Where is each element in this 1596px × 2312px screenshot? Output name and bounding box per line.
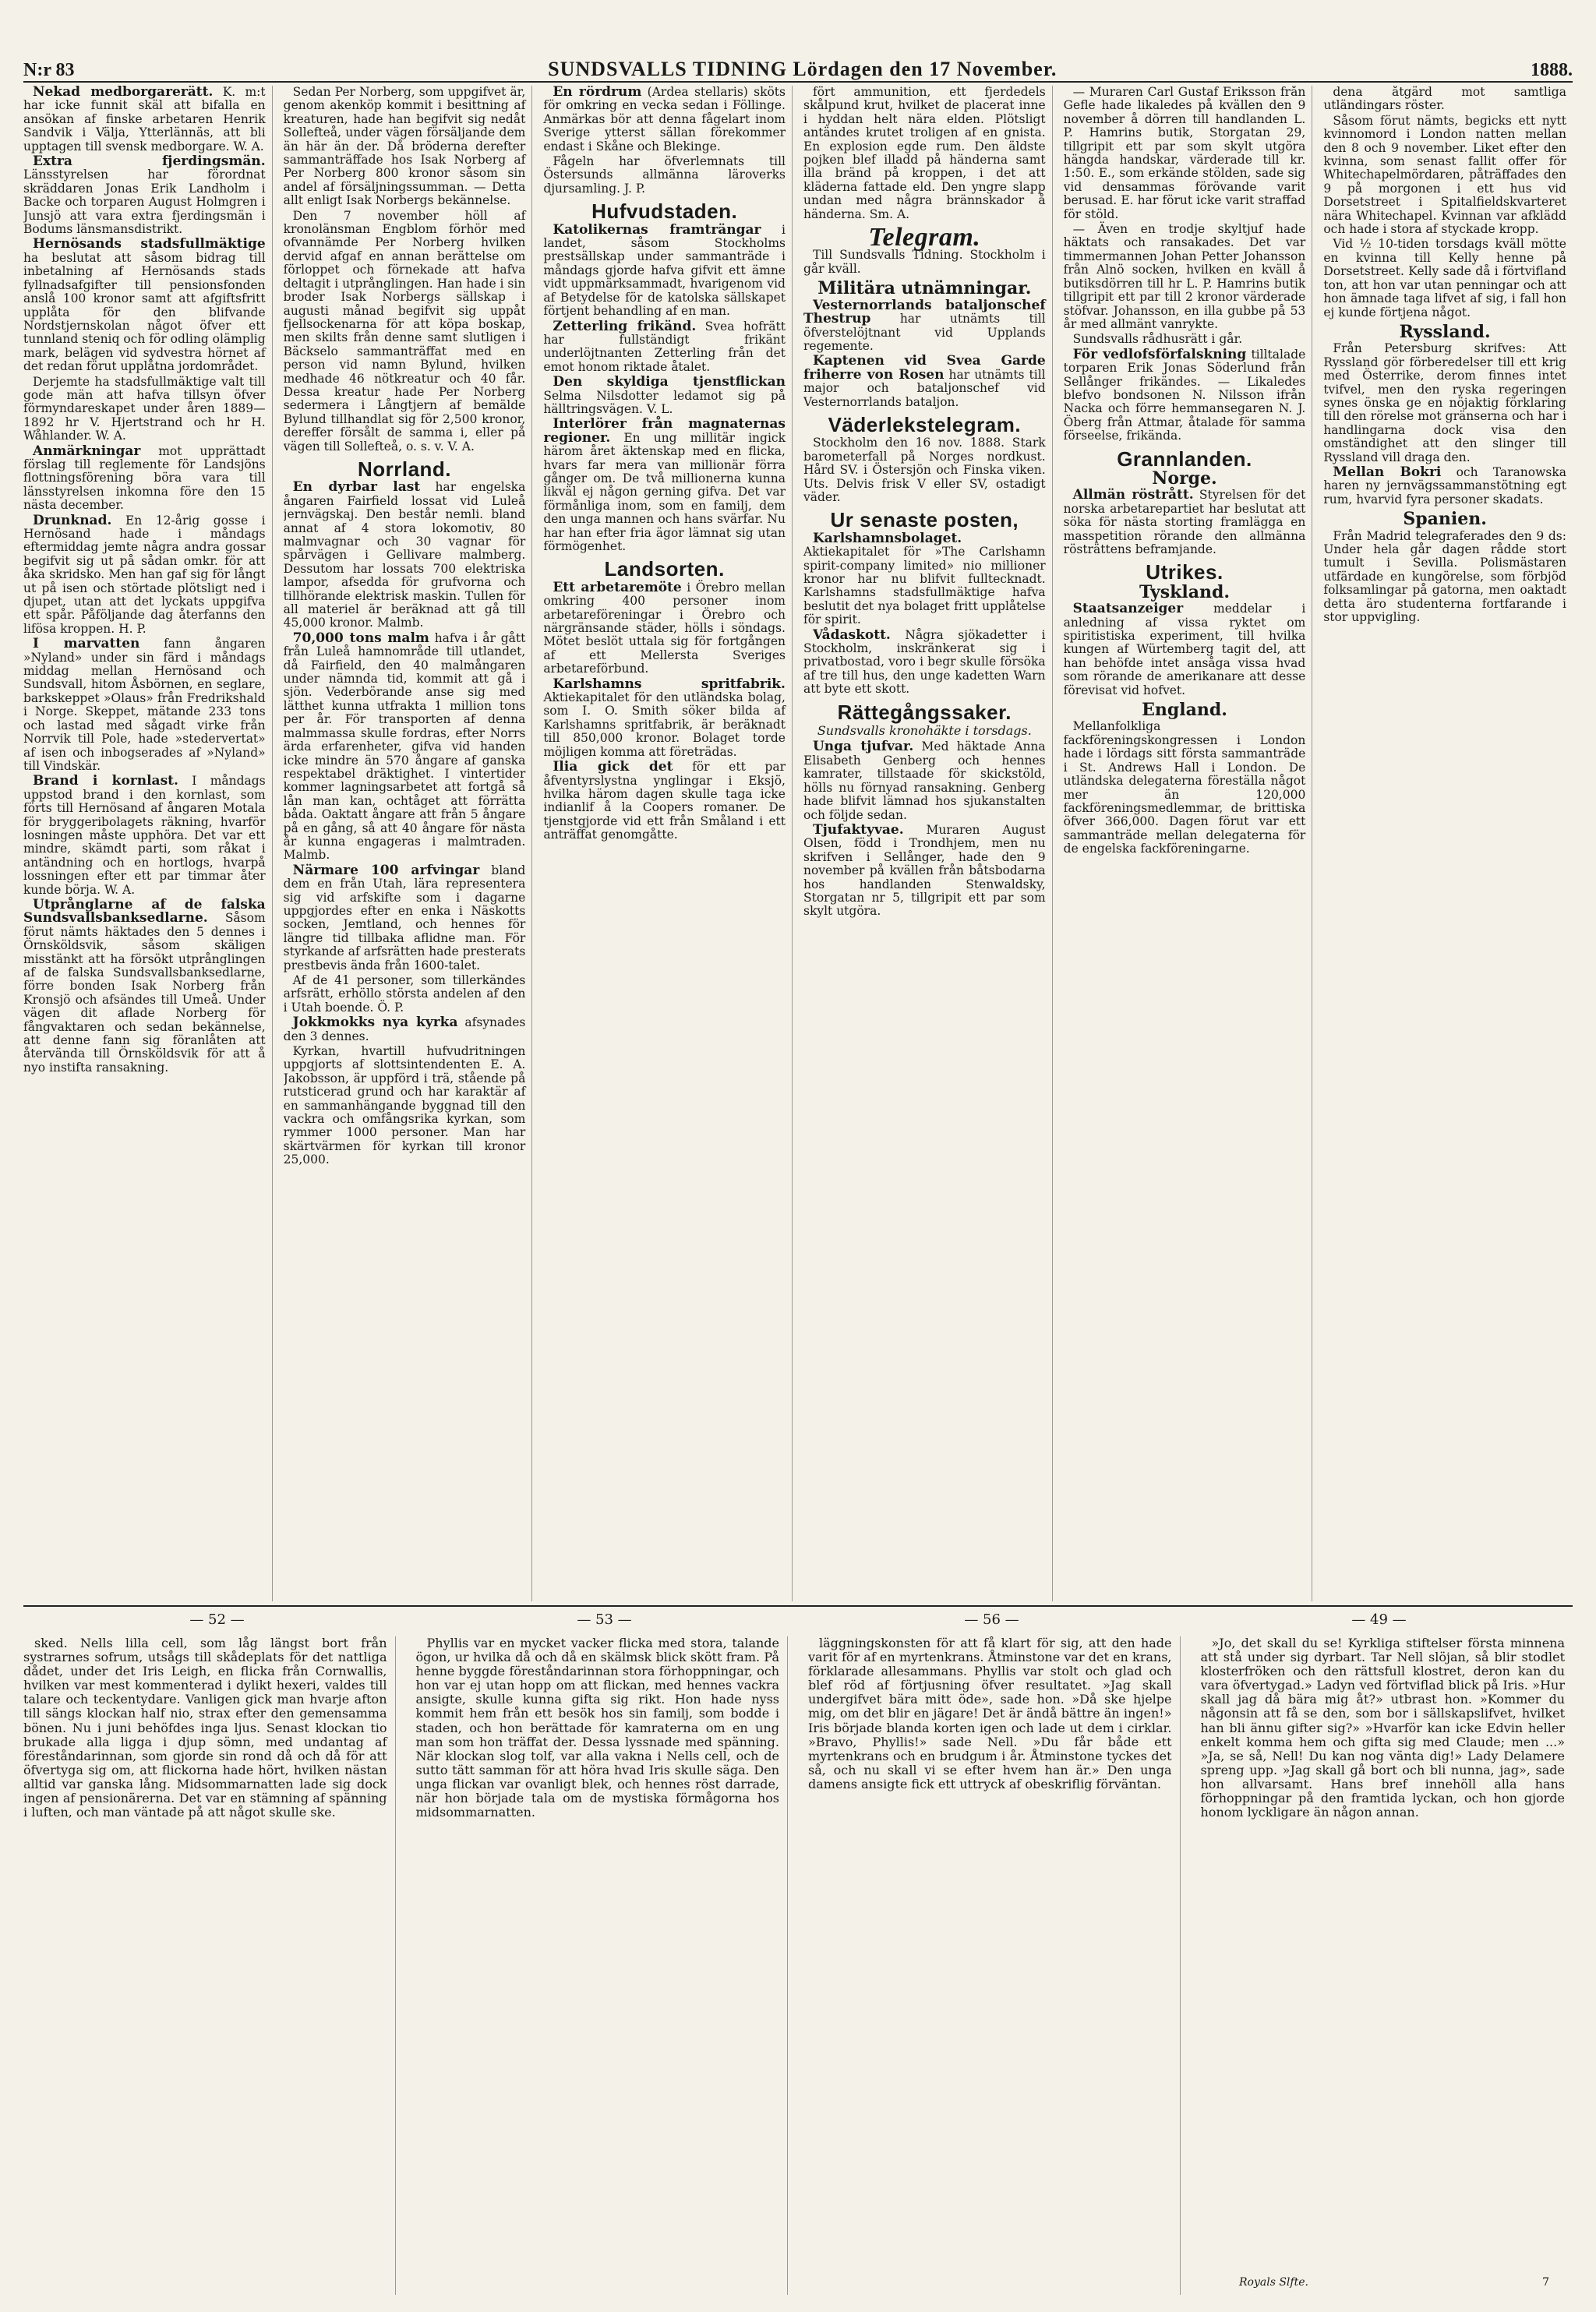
feuilleton-page-number: — 53 — bbox=[577, 1611, 632, 1628]
dateline: Sundsvalls kronohäkte i torsdags. bbox=[817, 723, 1032, 739]
article-text: har utnämts till major och bataljonschef vid Vesternorrlands bataljon. bbox=[803, 367, 1046, 409]
masthead bbox=[23, 55, 1573, 83]
article-text: Selma Nilsdotter ledamot sig på hälltringsvägen. V. L. bbox=[543, 388, 786, 416]
section-heading: Landsorten. bbox=[604, 557, 725, 581]
article-text: Sedan Per Norberg, som uppgifvet är, genom akenköp kommit i besittning af kreaturen, hade han begifvit sig nedåt Sollefteå, under vägen försäljande dem än här än der. Då bröderna derefter sammanträffade hos Isak Norberg af Per Norberg 800 kronor såsom sin andel af försäljningssumman. — Detta allt enligt Isak Norbergs bekännelse. bbox=[283, 86, 526, 208]
article-headline: Zetterling frikänd. bbox=[553, 318, 697, 334]
article-text: Vid ½ 10-tiden torsdags kväll mötte en kvinna till Kelly henne på Dorsetstreet. Kelly sade då i förtvifland ton, att hon var utan penningar och att hon ämnade taga lifvet af sig, i fall hon ej kunde förtjena något. bbox=[1323, 237, 1566, 319]
article-text: Såsom förut nämts häktades den 5 dennes i Örnsköldsvik, såsom skäligen misstänkt att ha försökt utprånglingen af de falska Sundsvallsbanksedlarne, förre bonden Isak Norberg från Kronsjö och afsändes till Umeå. Under vägen dit aflade Norberg för fångvaktaren och sedan bekännelse, att denne fann sig föranlåten att återvända till Örnsköldsvik för att å nyo instifta ransakning. bbox=[23, 911, 266, 1075]
article-headline: 70,000 tons malm bbox=[292, 630, 429, 646]
article-paragraph bbox=[23, 155, 266, 236]
news-columns bbox=[23, 86, 1573, 1601]
article-paragraph bbox=[543, 320, 786, 375]
article-text: Aktiekapitalet för »The Carlshamn spirit-company limited» nio millioner kronor har nu blifvit fulltecknadt. Karlshamns stadsfullmäktige hafva beslutit det nya bolaget fritt upplåtelse för spirit. bbox=[803, 545, 1046, 627]
article-headline: Allmän röstrått. bbox=[1072, 487, 1194, 503]
section-heading: Ur senaste posten, bbox=[830, 508, 1019, 532]
article-text: Den 7 november höll af kronolänsman Engblom förhör med ofvannämde Per Norberg hvilken dervid afgaf en annan berättelse om förloppet och förnekade att hafva deltagit i utprånglingen. Han hade i sin broder Isak Norbergs sällskap i augusti månad begifvit sig uppåt fjellsockenarna för att köpa boskap, men skilts från denne samt slutligen i Bäckselo sammanträffat med en person vid namn Bylund, hvilken medhade 46 nötkreatur och 40 får. Dessa kreatur hade Per Norberg sedermera i Långtjern af bemälde Bylund tillhandlat sig för 2,500 kronor, dereffer försålt de samma i, eller på vägen till Sollefteå, o. s. v. V. A. bbox=[283, 208, 526, 454]
subsection-heading: England. bbox=[1142, 700, 1227, 721]
article-headline: Utprånglarne af de falska Sundsvallsbanksedlarne. bbox=[23, 896, 266, 927]
article-headline: Vådaskott. bbox=[812, 627, 891, 643]
article-headline: Mellan Bokri bbox=[1333, 464, 1442, 480]
article-paragraph bbox=[1064, 720, 1306, 856]
article-headline: Tjufaktyvae. bbox=[812, 821, 904, 838]
article-headline: Den skyldiga tjenstflickan bbox=[553, 374, 786, 390]
issue-number: N:r 83 bbox=[23, 60, 75, 80]
article-headline: Nekad medborgarerätt. bbox=[33, 86, 214, 100]
article-paragraph bbox=[284, 86, 526, 208]
article-text: En 12-årig gosse i Hernösand hade i måndags eftermiddag jemte några andra gossar begifvit sig ut på sådan omkr. för att åka skridsko. Men han gaf sig för långt ut på isen och störtade plötsligt ned i djupet, utan att det lyckats uppgifva ett spår. Påföljande dag återfanns den lifösa kroppen. H. P. bbox=[23, 513, 266, 636]
article-text: K. m:t har icke funnit skäl att bifalla en ansökan af finske arbetaren Henrik Sandvik i Välja, Ytterlännäs, att bli upptagen till svensk medborgare. W. A. bbox=[23, 86, 266, 154]
article-paragraph bbox=[23, 514, 266, 637]
article-text: En ung millitär ingick härom året äktenskap med en flicka, hvars far mera van millionär förra gånger om. De två millionerna kunna likväl ej någon gerning gifva. Det var förmånliga inom, som en familj, dem den unga mannen och hans svärfar. Nu har han efter fria ägor lämnat sig utan förmögenhet. bbox=[543, 430, 786, 553]
feuilleton-column bbox=[416, 1636, 789, 2295]
article-text: Sundsvalls rådhusrätt i går. bbox=[1072, 332, 1243, 347]
section-heading: Hufvudstaden. bbox=[591, 199, 738, 224]
article-text: tilltalade torparen Erik Jonas Söderlund från Sellånger frikändes. — Likaledes blefvo bondsonen N. Nilsson ifrån Nacka och förre hemmansegaren N. J. Öberg från Attmar, åtalade för samma förseelse, frikända. bbox=[1063, 347, 1306, 443]
article-headline: Interlörer från magnaternas regioner. bbox=[543, 416, 786, 446]
article-headline: Kaptenen vid Svea Garde friherre von Rosen bbox=[803, 353, 1046, 383]
article-headline: Extra fjerdingsmän. bbox=[33, 154, 266, 170]
article-paragraph bbox=[284, 1016, 526, 1043]
article-paragraph bbox=[284, 864, 526, 972]
news-column bbox=[543, 86, 793, 1601]
article-paragraph bbox=[803, 740, 1046, 821]
article-headline: För vedlofsförfalskning bbox=[1072, 346, 1247, 362]
article-headline: Vesternorrlands bataljonschef Thestrup bbox=[803, 297, 1046, 327]
article-paragraph bbox=[543, 761, 786, 842]
feuilleton-page-number: — 52 — bbox=[189, 1611, 245, 1628]
article-text: har engelska ångaren Fairfield lossat vid Luleå jernvägskaj. Den består nemli. bland annat af 4 stora lokomotiv, 80 malmvagnar och 30 vagnar för spårvägen i Gellivare malmberg. Dessutom har lossats 700 elektriska lampor, afsedda för grufvorna och tillhörande elektrisk maskin. Tullen för all materiel är beräknad att gå till 45,000 kronor. Malmb. bbox=[283, 480, 526, 630]
article-paragraph bbox=[543, 678, 786, 759]
year: 1888. bbox=[1530, 60, 1573, 80]
article-paragraph bbox=[803, 299, 1046, 354]
feuilleton-divider bbox=[23, 1605, 1573, 1607]
article-text: Länsstyrelsen har förordnat skräddaren Jonas Erik Landholm i Backe och torparen August Holmgren i Junsjö att vara extra fjerdingsmän i Bodums länsmansdistrikt. bbox=[23, 168, 266, 237]
article-text: Stockholm den 16 nov. 1888. Stark barometerfall på Norges nordkust. Hård SV. i Östersjön och Finska viken. Uts. Delvis frisk V eller SV, ostadigt väder. bbox=[803, 436, 1046, 504]
news-column bbox=[1323, 86, 1573, 1601]
article-headline: Hernösands stadsfullmäktige bbox=[33, 236, 266, 252]
article-headline: Ilia gick det bbox=[553, 759, 673, 775]
article-paragraph bbox=[543, 155, 786, 196]
article-headline: Karlshamns spritfabrik. bbox=[553, 676, 786, 692]
article-headline: Närmare 100 arfvingar bbox=[292, 862, 480, 878]
article-paragraph bbox=[803, 436, 1046, 504]
article-paragraph bbox=[1064, 602, 1306, 697]
subsection-heading: Spanien. bbox=[1403, 509, 1487, 530]
article-paragraph bbox=[284, 632, 526, 863]
article-text: i landet, såsom Stockholms prestsällskap under sammanträde i måndags gjorde hafva gifvit ett ämne vidt uppmärksammadt, hvarigenom vid af Betydelse för de katolska sällskapet förtjent behandling af en man. bbox=[543, 222, 786, 319]
article-text: Af de 41 personer, som tillerkändes arfsrätt, erhöllo största andelen af den i Utah boende. Ö. P. bbox=[283, 973, 526, 1015]
article-paragraph bbox=[284, 974, 526, 1015]
article-text: hafva i år gått från Luleå hamnområde till utlandet, då Fairfield, den 40 malmångaren under nämnda tid, kommit att gå i sjön. Vederbörande anse sig med lätthet kunna utfrakta 1 million tons per år. För transporten af denna malmmassa skulle fordras, efter Norrs ärda erfarenheter, gifva vid handen icke mindre än 570 ångare af ganska respektabel dräktighet. I vintertider kommer lagningsarbetet att fortgå så lån man kan, ochtåget att förrätta båda. Oaktatt ångare att från 5 ångare på en gång, så att 40 ångare för nästa år kunna engageras i malmtraden. Malmb. bbox=[283, 630, 526, 863]
article-paragraph bbox=[1323, 342, 1566, 464]
article-paragraph bbox=[23, 445, 266, 513]
article-text: Till Sundsvalls Tidning. Stockholm i går kväll. bbox=[803, 248, 1046, 276]
article-paragraph bbox=[543, 418, 786, 553]
section-heading: Rättegångssaker. bbox=[837, 700, 1012, 724]
article-headline: En dyrbar last bbox=[292, 479, 421, 496]
article-text: i Örebro mellan omkring 400 personer inom arbetareföreningar i Örebro och närgränsande städer, hölls i söndags. Mötet beslöt uttala sig för fortgången af ett Mellersta Sveriges arbetareförbund. bbox=[543, 580, 786, 676]
article-paragraph bbox=[284, 1045, 526, 1167]
article-headline: Ett arbetaremöte bbox=[553, 579, 682, 595]
news-column bbox=[1064, 86, 1313, 1601]
article-paragraph bbox=[23, 898, 266, 1075]
article-headline: Brand i kornlast. bbox=[33, 773, 178, 789]
article-paragraph bbox=[1323, 86, 1566, 113]
article-headline: Unga tjufvar. bbox=[812, 739, 914, 755]
article-paragraph bbox=[803, 629, 1046, 697]
article-paragraph bbox=[284, 210, 526, 454]
feuilleton-text: läggningskonsten för att få klart för sig, att den hade varit för af en myrtenkrans. Åtminstone var det en krans, förklarade allesammans. Phyllis var stolt och glad och blef röd af förtjusning öfver resultatet. »Jag skall undergifvet bära mitt öde», sade hon. »Då ske hjelpe mig, om det blir en jägare! Det är ändå bättre än ingen!» Iris började blanda korten igen och lade ut dem i cirklar. »Bravo, Phyllis!» sade Nell. »Du får både ett myrtenkrans och en brudgum i år. Åtminstone tyckes det så, och nu skall vi se efter hvem han är.» Den unga damens ansigte fick ett uttryck af obeskriflig förväntan. bbox=[808, 1636, 1172, 1791]
article-paragraph bbox=[543, 221, 786, 319]
newspaper-title: SUNDSVALLS TIDNING Lördagen den 17 November. bbox=[548, 58, 1058, 80]
article-text: Från Madrid telegraferades den 9 ds: Under hela går dagen rådde stort tumult i Sevilla. Polismästaren utfärdade en kungörelse, som förbjöd folksamlingar på gatorna, men oaktadt detta äro studenterna fortfarande i stor uppvigling. bbox=[1323, 528, 1566, 625]
article-paragraph bbox=[1064, 489, 1306, 556]
article-text: Såsom förut nämts, begicks ett nytt kvinnomord i London natten mellan den 8 och 9 november. Liket efter den kvinna, som senast fallit offer för Whitechapelmördaren, påträffades den 9 på morgonen i ett hus vid Dorsetstreet i Spitalfieldskvarteret nära Whitechapel. Kvinnan var afklädd och hade i stora af styckade kropp. bbox=[1323, 113, 1566, 237]
article-headline: Drunknad. bbox=[33, 512, 112, 528]
article-paragraph bbox=[1064, 223, 1306, 331]
subsection-heading: Tyskland. bbox=[1139, 581, 1230, 602]
article-text: har utnämts till öfverstelöjtnant vid Upplands regemente. bbox=[803, 312, 1046, 353]
section-heading: Grannlanden. bbox=[1117, 447, 1252, 471]
article-text: Styrelsen för det norska arbetarepartiet har beslutat att söka för nästa storting framlägga en masspetition rörande den allmänna rösträttens beframjande. bbox=[1063, 488, 1306, 556]
article-text: fört ammunition, ett fjerdedels skålpund krut, hvilket de placerat inne i hyddan helt nära elden. Plötsligt antändes krutet troligen af en gnista. En explosion egde rum. Den äldste pojken blef illadd på händerna samt illa bränd på kroppen, i det att kläderna fattade eld. Den yngre slapp undan med några brännskador å händerna. Sm. A. bbox=[803, 86, 1046, 221]
article-headline: Staatsanzeiger bbox=[1072, 601, 1184, 617]
article-text: Derjemte ha stadsfullmäktige valt till gode män att hafva tillsyn öfver förmyndareskapet under åren 1889—1892 hr V. Hjertstrand och hr H. Wåhlander. W. A. bbox=[23, 374, 266, 443]
article-text: dena åtgärd mot samtliga utländingars röster. bbox=[1323, 86, 1566, 113]
feuilleton-page-numbers bbox=[23, 1611, 1573, 1630]
article-paragraph bbox=[1323, 238, 1566, 319]
feuilleton-text: sked. Nells lilla cell, som låg längst bort från systrarnes sofrum, utsågs till skådeplats för det nattliga dådet, under det Iris Leigh, en flicka från Cornwallis, hvilken var mest kommenterad i dylikt hexeri, valdes till talare och teckentydare. Vanligen gick man hvarje afton till sängs klockan half nio, strax efter den gemensamma bönen. Nu i juni behöfdes inga ljus. Senast klockan tio brukade alla ligga i djup sömn, med undantag af föreståndarinnan, som gjorde sin rond då och då för att öfvertyga sig om, att flickorna hade hört, hvilken nästan alltid var ganska lång. Midsommarnatten lade sig dock ingen af pensionärerna. Det var en stämning af spänning i luften, och man väntade på att något skulle ske. bbox=[23, 1636, 387, 1820]
feuilleton-column bbox=[808, 1636, 1181, 2295]
article-text: Några sjökadetter i Stockholm, inskränkerat sig i privatbostad, voro i begr skulle försöka af tre till hus, den unge kadetten Warn att byte ett skott. bbox=[803, 627, 1046, 697]
subsection-heading: Militära utnämningar. bbox=[817, 278, 1032, 299]
article-headline: Karlshamnsbolaget. bbox=[812, 530, 962, 546]
feuilleton-column bbox=[1201, 1636, 1573, 2295]
section-heading: Väderlekstelegram. bbox=[828, 412, 1022, 436]
article-text: mot upprättadt förslag till reglemente för Landsjöns flottningsförening böra vara till länsstyrelsen inkomna före den 15 nästa december. bbox=[23, 443, 266, 513]
footer-page-number: 7 bbox=[1542, 2276, 1549, 2289]
article-text: — Även en trodje skyltjuf hade häktats och ransakades. Det var timmermannen Johan Petter Johansson från Alnö socken, hvilken en kväll å butiksdörren till hr L. P. Hamrins butik tillgripit ett par till 2 kronor värderade stöfvar. Johansson, en illa gubbe på 53 år med allmänt vanrykte. bbox=[1063, 222, 1306, 331]
article-text: Muraren August Olsen, född i Trondhjem, men nu skrifven i Sellånger, hade den 9 november på kvällen från båtsbodarna hos handlanden Stenwaldsky, Storgatan nr 5, tillgripit ett par som skylt utgöra. bbox=[803, 822, 1046, 919]
article-paragraph bbox=[543, 86, 786, 154]
article-text: ha beslutat att såsom bidrag till inbetalning af Hernösands stads fyllnadsafgifter till pensionsfonden anslå 100 kronor samt att afgiftsfritt upplåta för den blifvande Nordstjernskolan något öfver ett tunnland steniq och för odling olämplig mark, belägen vid sydvestra hörnet af det redan förut upplåtna jordområdet. bbox=[23, 250, 266, 374]
article-text: Aktiekapitalet för den utländska bolag, som I. O. Smith söker bilda af Karlshamns spritfabrik, är beräknadt till 850,000 kronor. Bolaget torde möjligen komma att företrädas. bbox=[543, 690, 786, 759]
article-paragraph bbox=[23, 238, 266, 373]
article-paragraph bbox=[23, 86, 266, 154]
article-text: meddelar i anledning af vissa ryktet om spiritistiska experiment, till hvilka kungen af Würtemberg tagit del, att han behöfde intet ansåga vissa hvad som rörande de amerikanare att desse förevisat vid hofvet. bbox=[1063, 602, 1306, 697]
article-paragraph bbox=[1323, 115, 1566, 237]
feuilleton-text: Phyllis var en mycket vacker flicka med stora, talande ögon, ur hvilka då och då en skälmsk blick skött fram. På henne byggde föreståndarinnan stora förhoppningar, och hon var ej utan hopp om att flickan, med hennes vackra ansigte, skulle kunna gifta sig rikt. Hon hade nyss kommit hem från ett besök hos sin familj, som bodde i staden, och hon berättade för kamraterna om en ung man som hon träffat der. Dessa lyssnade med spänning. När klockan slog tolf, var alla vakna i Nells cell, och de sutto tätt samman för att höra hvad Iris skulle säga. Den unga flickan var ovanligt blek, och hennes röst darrade, när hon började tala om de mystiska förmågorna hos midsommarnatten. bbox=[415, 1636, 779, 1820]
feuilleton-column bbox=[23, 1636, 396, 2295]
article-paragraph bbox=[1064, 348, 1306, 443]
article-text: Fågeln har öfverlemnats till Östersunds allmänna läroverks djursamling. J. P. bbox=[543, 154, 786, 196]
feuilleton-page-number: — 49 — bbox=[1351, 1611, 1407, 1628]
article-paragraph bbox=[803, 355, 1046, 409]
article-paragraph bbox=[1064, 86, 1306, 221]
article-paragraph bbox=[803, 532, 1046, 627]
article-paragraph bbox=[23, 637, 266, 773]
subsection-heading: Norge. bbox=[1152, 468, 1217, 489]
article-headline: En rördrum bbox=[553, 86, 642, 100]
article-paragraph bbox=[284, 481, 526, 630]
article-paragraph bbox=[803, 86, 1046, 221]
article-headline: Jokkmokks nya kyrka bbox=[292, 1015, 458, 1031]
subsection-heading: Ryssland. bbox=[1399, 321, 1491, 342]
feuilleton bbox=[23, 1636, 1573, 2295]
feuilleton-page-number: — 56 — bbox=[964, 1611, 1019, 1628]
article-headline: I marvatten bbox=[33, 636, 140, 652]
article-text: Från Petersburg skrifves: Att Ryssland gör förberedelser till ett krig med Österrike, derom finnes intet tvifvel, men den ryska regeringen synes önska ge en nöjaktig förklaring till den rörelse mot gränserna och har i handlingarna dock visa den omständighet att den slinger till Ryssland vill draga den. bbox=[1323, 341, 1566, 464]
article-headline: Katolikernas framträngar bbox=[553, 221, 761, 238]
article-text: Kyrkan, hvartill hufvudritningen uppgjorts af slottsintendenten E. A. Jakobsson, är uppförd i trä, stående på rutsticerad grund och har karaktär af en sammanhängande byggnad till den vackra och omfångsrika kyrkan, som rymmer 1000 personer. Man har skärtvärmen för kyrkan till kronor 25,000. bbox=[283, 1044, 526, 1167]
article-text: — Muraren Carl Gustaf Eriksson från Gefle hade likaledes på kvällen den 9 november å dörren till handlanden L. P. Hamrins butik, Storgatan 29, tillgripit ett par som skylt utgöra hängda handskar, värderade till kr. 1:50. E., som erkände stölden, sade sig vid densammas förövande varit berusad. E. har förut icke varit straffad för stöld. bbox=[1063, 86, 1306, 221]
section-heading: Utrikes. bbox=[1146, 560, 1223, 584]
article-paragraph bbox=[543, 376, 786, 416]
article-text: och Taranowska haren ny jernvägssammanstötning egt rum, hvarvid fyra personer skadats. bbox=[1323, 464, 1566, 507]
news-column bbox=[284, 86, 533, 1601]
article-paragraph bbox=[803, 249, 1046, 276]
news-column bbox=[803, 86, 1053, 1601]
article-paragraph bbox=[803, 821, 1046, 919]
article-headline: Anmärkningar bbox=[33, 443, 141, 459]
article-paragraph bbox=[23, 376, 266, 443]
article-paragraph bbox=[23, 775, 266, 897]
section-heading: Telegram. bbox=[868, 223, 981, 252]
article-text: Svea hofrätt har fullständigt frikänt underlöjtnanten Zetterling från det emot honom riktade åtalet. bbox=[543, 319, 786, 374]
article-text: bland dem en från Utah, lära representera sig vid arfskifte som i dagarne uppgjordes efter en enka i Näskotts socken, Jemtland, och hennes för längre tid tillbaka aflidne man. För styrkande af arfsrätten hade presterats prestbevis ända från 1600-talet. bbox=[283, 863, 526, 972]
news-column bbox=[23, 86, 273, 1601]
article-text: Mellanfolkliga fackföreningskongressen i London hade i lördags sitt första sammanträde i St. Andrews Hall i London. De utländska delegaterna föreställa något mer än 120,000 fackföreningsmedlemmar, de brittiska öfver 366,000. Dagen förut var ett sammanträde mellan delegaterna för de engelska fackföreningarne. bbox=[1063, 719, 1306, 856]
footer-note: Royals Slfte. bbox=[1239, 2276, 1308, 2289]
article-text: I måndags uppstod brand i den kornlast, som förts till Hernösand af ångaren Motala för bryggeribolagets räkning, hvarför losningen måste upphöra. Det var ett mindre, skämdt parti, som råkat i antändning och en hortlogs, hvarpå lossningen efter ett par timmar åter kunde börja. W. A. bbox=[23, 774, 266, 897]
article-text: Med häktade Anna Elisabeth Genberg och hennes kamrater, tillstaade för skickstöld, hölls nu förnyad ransakning. Genberg hade blifvit lämnad hos sjukanstalten och följde sedan. bbox=[803, 739, 1046, 822]
article-text: för ett par åfventyrslystna ynglingar i Eksjö, hvilka härom dagen skulle taga icke indianlif å la Coopers romaner. De tjenstgjorde vid ett från Småland i ett anträffat genomgåtte. bbox=[543, 760, 786, 842]
article-paragraph bbox=[543, 581, 786, 676]
article-paragraph bbox=[1323, 530, 1566, 625]
article-paragraph bbox=[1323, 466, 1566, 507]
article-paragraph bbox=[1064, 333, 1306, 346]
section-heading: Norrland. bbox=[357, 457, 452, 481]
feuilleton-text: »Jo, det skall du se! Kyrkliga stiftelser första minnena att stå under sig dyrbart. Tar Nell slöjan, så blir stodlet klosterfröken och den rättsfull klostret, deron kan du vara öfvertygad.» Ladyn ved förtviflad blick på Iris. »Hur skall jag då bära mig åt?» utbrast hon. »Kommer du någonsin att få se den, som bor i sällskapslifvet, hvilket han bli ännu gifter sig?» »Hvarför kan icke Edvin heller enkelt komma hem och gifta sig med Claude; men ...» »Ja, se så, Nell! Du kan nog vänta dig!» Lady Delamere spreng upp. »Jag skall gå bort och bli nunna, jag», sade hon allvarsamt. Hans bref innehöll alla hans förhoppningar på den framtida lyckan, och hon gjorde honom lyckligare än någon annan. bbox=[1200, 1636, 1565, 1820]
article-text: afsynades den 3 dennes. bbox=[283, 1015, 526, 1043]
article-text: (Ardea stellaris) sköts för omkring en vecka sedan i Föllinge. Anmärkas bör att denna fågelart inom Sverige ytterst sällan förekommer endast i Skåne och Blekinge. bbox=[543, 86, 786, 154]
article-text: fann ångaren »Nyland» under sin färd i måndags middag mellan Hernösand och Sundsvall, hitom Åsbörnen, en seglare, barkskeppet »Olaus» från Fredrikshald i Norge. Skeppet, mätande 233 tons och lastad med sågadt virke från Norrvik till Pole, hade »stedervertat» af isen och inbogserades af »Nyland» till Vindskär. bbox=[23, 637, 266, 773]
